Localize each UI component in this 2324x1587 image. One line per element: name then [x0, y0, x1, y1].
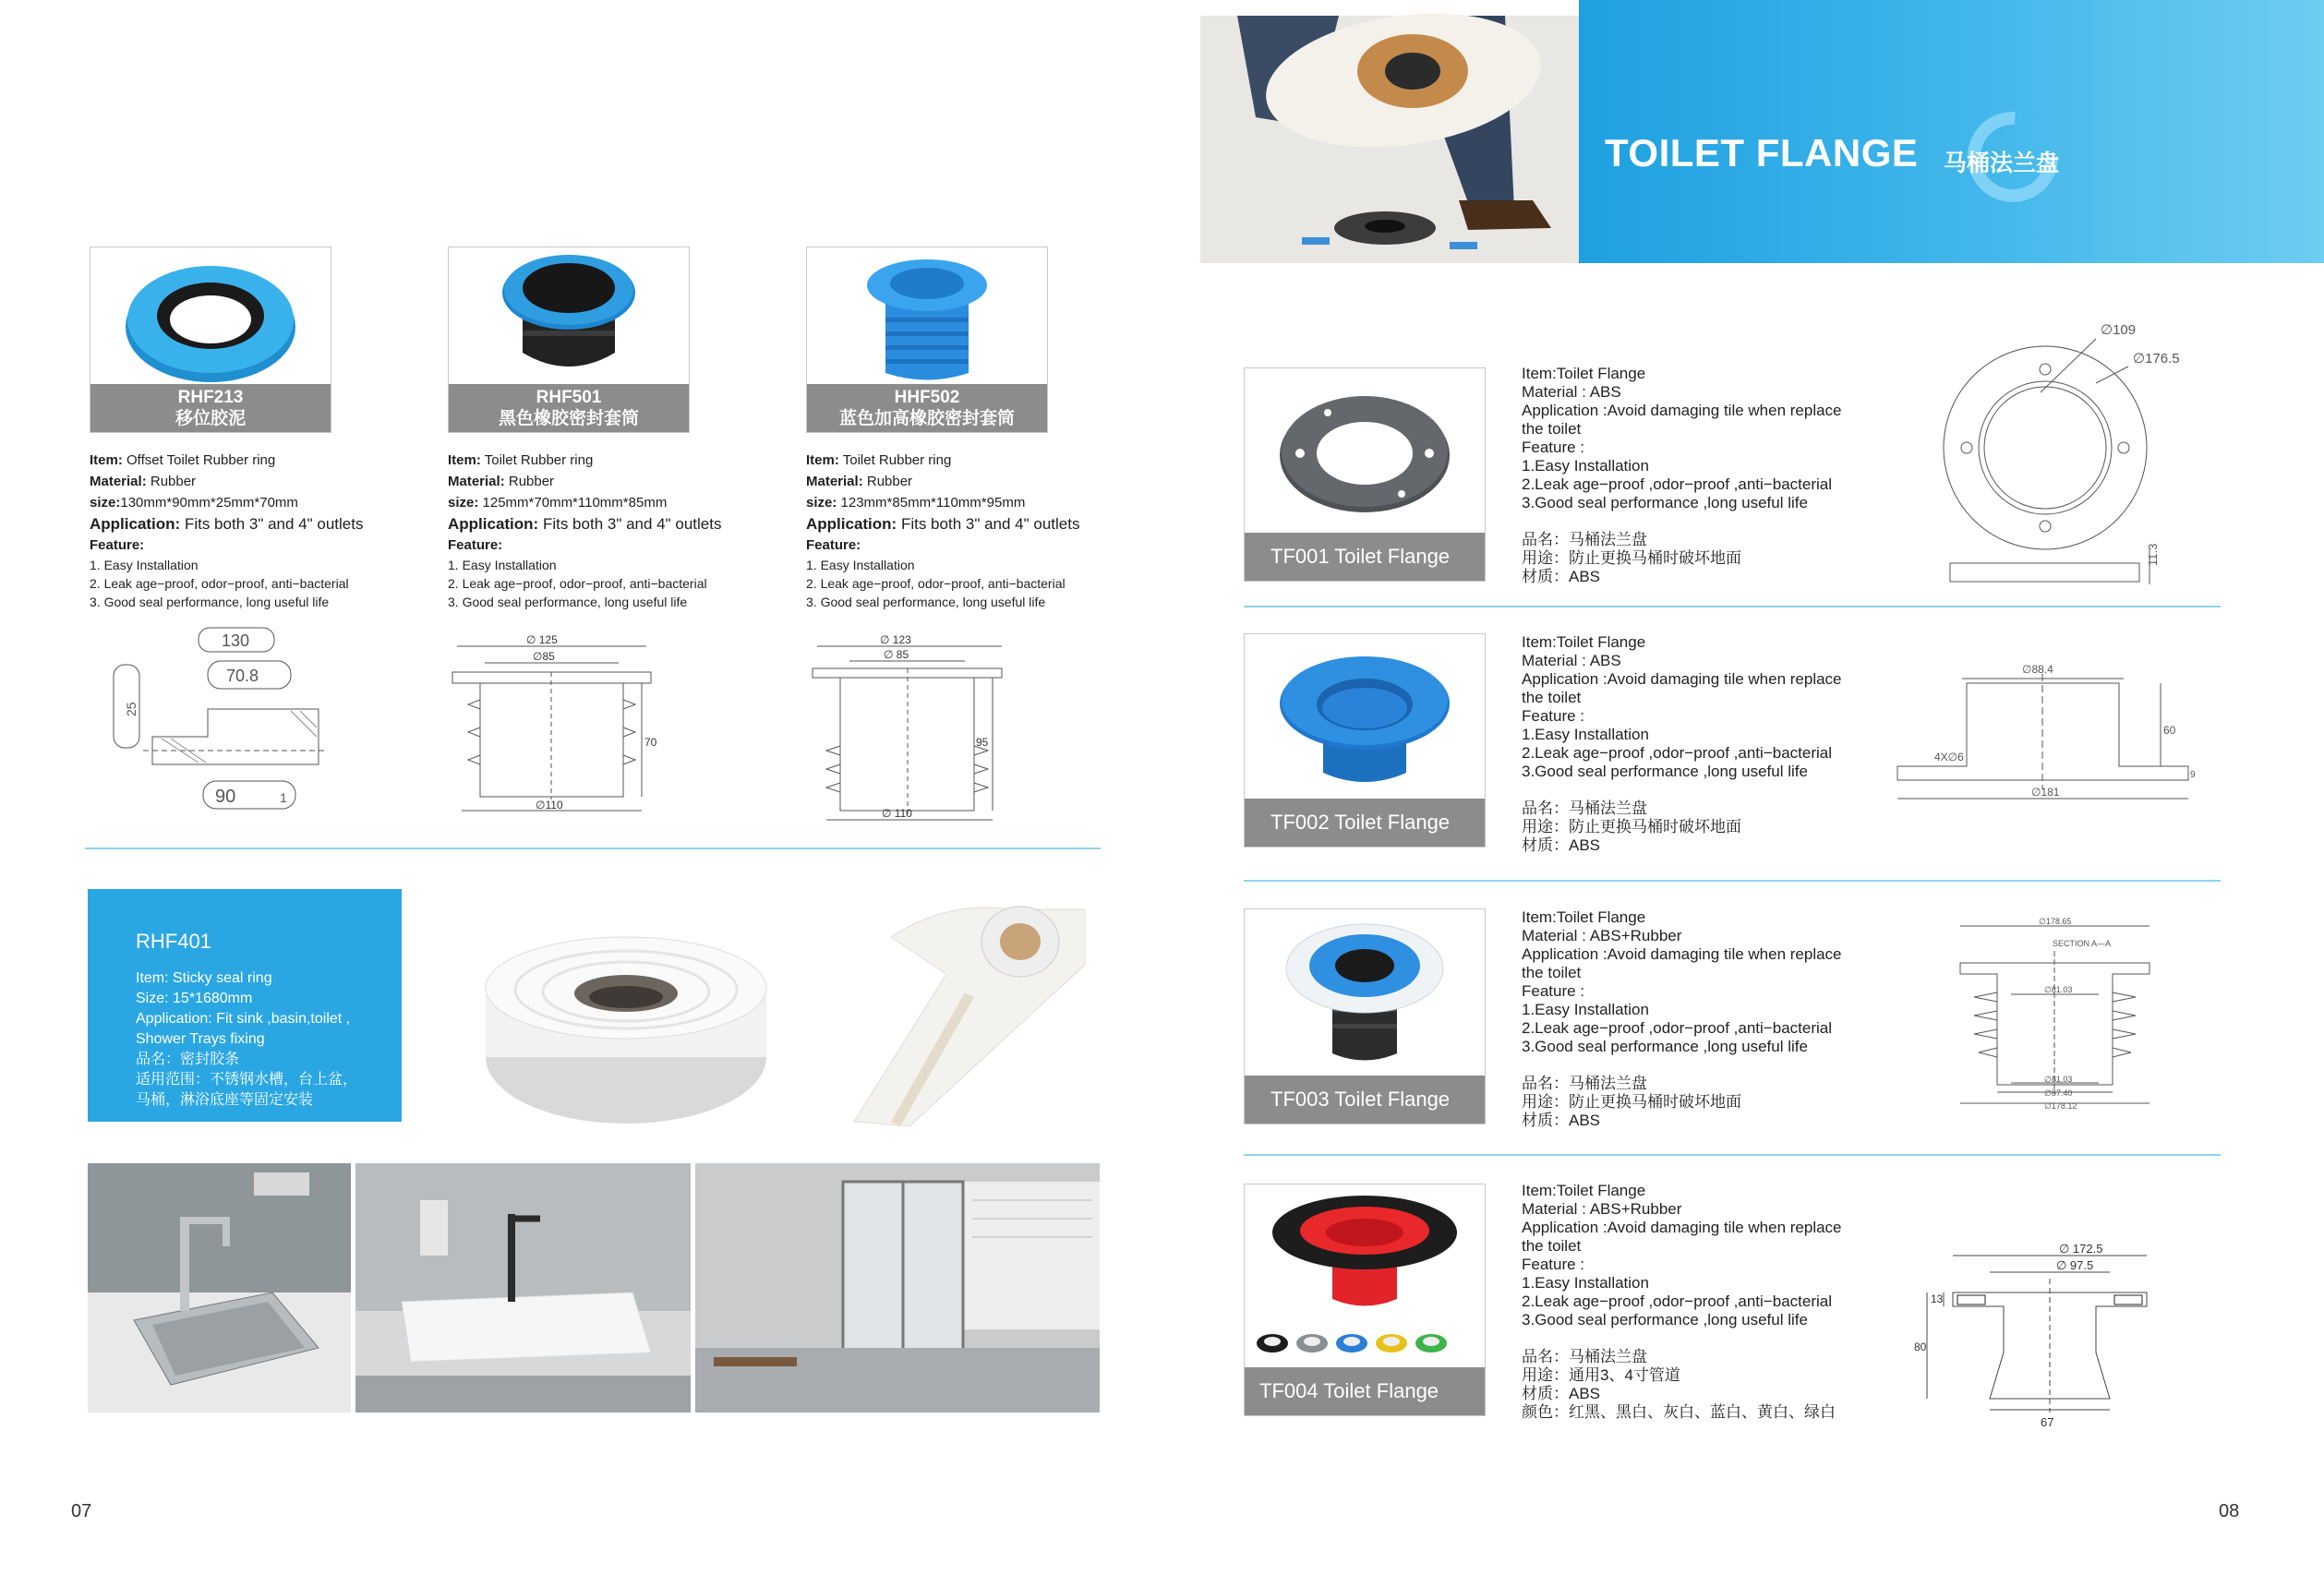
product-label: TF001 Toilet Flange: [1245, 533, 1485, 581]
page-title: TOILET FLANGE: [1605, 131, 1919, 174]
drawing-rhf501: [448, 635, 656, 820]
spec-tf002: Item:Toilet Flange Material : ABS Application :Avoid damaging tile when replace the toilet Feature : 1.Easy Installation 2.Leak age−proof ,odor−proof ,anti−bacterial 3.Good seal performance ,long useful life 品名：马桶法兰盘 用途：防止更换马桶时破坏地面 材质：ABS: [1522, 633, 1842, 854]
drawing-hhf502: [808, 635, 1011, 824]
svg-text:9: 9: [2190, 770, 2196, 780]
spec-tf004: Item:Toilet Flange Material : ABS+Rubber Application :Avoid damaging tile when replace the toilet Feature : 1.Easy Installation 2.Leak age−proof ,odor−proof ,anti−bacterial 3.Good seal performance ,long useful life 品名：马桶法兰盘 用途：通用3、4寸管道 材质：ABS 颜色：红黑、黑白、灰白、蓝白、黄白、绿白: [1522, 1182, 1842, 1421]
svg-text:∅ 172.5: ∅ 172.5: [2059, 1242, 2103, 1256]
sink-photo: [88, 1163, 351, 1413]
divider: [1244, 606, 2221, 607]
svg-text:∅176.5: ∅176.5: [2133, 351, 2180, 367]
svg-text:13: 13: [1931, 1292, 1944, 1305]
product-label: TF003 Toilet Flange: [1245, 1076, 1485, 1124]
product-label: TF004 Toilet Flange: [1245, 1367, 1485, 1415]
svg-text:∅ 85: ∅ 85: [884, 648, 909, 661]
svg-text:∅81.03: ∅81.03: [2044, 1075, 2073, 1084]
svg-text:∅88.4: ∅88.4: [2022, 663, 2053, 676]
svg-text:60: 60: [2163, 724, 2176, 737]
product-image: [1272, 643, 1457, 791]
svg-text:25: 25: [124, 702, 138, 716]
product-image: [123, 255, 298, 384]
svg-text:∅109: ∅109: [2101, 322, 2137, 338]
basin-photo: [355, 1163, 691, 1413]
spec-tf003: Item:Toilet Flange Material : ABS+Rubber Application :Avoid damaging tile when replace the toilet Feature : 1.Easy Installation 2.Leak age−proof ,odor−proof ,anti−bacterial 3.Good seal performance ,long useful life 品名：马桶法兰盘 用途：防止更换马桶时破坏地面 材质：ABS: [1522, 908, 1842, 1129]
divider: [1244, 1154, 2221, 1156]
svg-text:67: 67: [2041, 1415, 2054, 1429]
sticky-seal-strip-image: [836, 900, 1103, 1126]
svg-text:95: 95: [976, 736, 989, 749]
spec-hhf502: Item: Toilet Rubber ring Material: Rubber size: 123mm*85mm*110mm*95mm Application: Fits both 3" and 4" outlets Feature: 1. Easy Installation 2. Leak age−proof, odor−proof, anti−bacterial 3. Good seal performance, long useful life: [806, 452, 1080, 609]
product-label: HHF502 蓝色加高橡胶密封套筒: [807, 384, 1047, 432]
page-number-left: 07: [71, 1501, 92, 1521]
product-label: RHF501 黑色橡胶密封套筒: [449, 384, 689, 432]
svg-text:∅ 125: ∅ 125: [526, 633, 558, 646]
header-band: [1579, 0, 2324, 263]
svg-text:∅178.12: ∅178.12: [2044, 1101, 2077, 1111]
svg-text:∅ 123: ∅ 123: [880, 633, 911, 646]
product-label: TF002 Toilet Flange: [1245, 799, 1485, 847]
svg-text:∅81.03: ∅81.03: [2044, 985, 2073, 994]
drawing-tf002: [1893, 660, 2196, 812]
flange-card-tf004: [1244, 1184, 1486, 1416]
svg-text:80: 80: [1914, 1341, 1927, 1353]
svg-text:∅ 110: ∅ 110: [882, 807, 912, 820]
svg-text:70: 70: [644, 736, 657, 749]
svg-text:70.8: 70.8: [226, 667, 259, 685]
product-image: [495, 251, 643, 385]
drawing-tf001: [1939, 319, 2180, 586]
product-label: RHF213 移位胶泥: [90, 384, 331, 432]
sticky-seal-code: RHF401: [136, 930, 211, 953]
divider: [85, 848, 1101, 849]
svg-text:SECTION A—A: SECTION A—A: [2053, 939, 2112, 948]
spec-tf001: Item:Toilet Flange Material : ABS Application :Avoid damaging tile when replace the toilet Feature : 1.Easy Installation 2.Leak age−proof ,odor−proof ,anti−bacterial 3.Good seal performance ,long useful life 品名：马桶法兰盘 用途：防止更换马桶时破坏地面 材质：ABS: [1522, 365, 1842, 585]
spec-rhf213: Item: Offset Toilet Rubber ring Material: Rubber size:130mm*90mm*25mm*70mm Application: Fits both 3" and 4" outlets Feature: 1. Easy Installation 2. Leak age−proof, odor−proof, anti−bacterial 3. Good seal performance, long useful life: [90, 452, 364, 609]
drawing-tf003: [1956, 919, 2154, 1112]
flange-card-tf002: [1244, 633, 1486, 848]
svg-text:1: 1: [280, 790, 287, 805]
sticky-seal-box: RHF401 Item: Sticky seal ring Size: 15*1680mm Application: Fit sink ,basin,toilet , Shower Trays fixing 品名：密封胶条 适用范围：不锈钢水槽，台上盆， 马桶，淋浴底座等固定安装: [88, 889, 402, 1122]
sticky-seal-roll-image: [478, 932, 774, 1126]
product-image: [1272, 379, 1457, 527]
svg-text:∅178.65: ∅178.65: [2039, 917, 2072, 926]
page-subtitle: 马桶法兰盘: [1944, 150, 2060, 176]
product-image: [858, 253, 996, 387]
flange-card-tf003: [1244, 908, 1486, 1124]
drawing-rhf213: [106, 626, 328, 824]
product-card-rhf501: [448, 246, 690, 433]
svg-text:∅ 97.5: ∅ 97.5: [2056, 1258, 2094, 1272]
page-number-right: 08: [2219, 1501, 2240, 1521]
svg-text:∅110: ∅110: [536, 799, 563, 812]
product-image: [1282, 915, 1448, 1072]
spec-rhf501: Item: Toilet Rubber ring Material: Rubber size: 125mm*70mm*110mm*85mm Application: Fits both 3" and 4" outlets Feature: 1. Easy Installation 2. Leak age−proof, odor−proof, anti−bacterial 3. Good seal performance, long useful life: [448, 452, 722, 609]
svg-text:11.3: 11.3: [2146, 543, 2160, 566]
product-card-rhf213: [90, 246, 331, 433]
svg-text:∅87.40: ∅87.40: [2044, 1088, 2073, 1098]
svg-text:130: 130: [222, 631, 250, 650]
flange-card-tf001: [1244, 367, 1486, 582]
svg-text:∅85: ∅85: [533, 650, 555, 663]
svg-text:4X∅6: 4X∅6: [1934, 751, 1964, 763]
product-image: [1254, 1188, 1475, 1364]
shower-photo: [695, 1163, 1100, 1413]
divider: [1244, 880, 2221, 882]
product-card-hhf502: [806, 246, 1048, 433]
svg-text:∅181: ∅181: [2031, 786, 2060, 799]
svg-text:90: 90: [215, 787, 236, 807]
header-photo: [1200, 16, 1579, 263]
drawing-tf004: [1916, 1242, 2184, 1436]
